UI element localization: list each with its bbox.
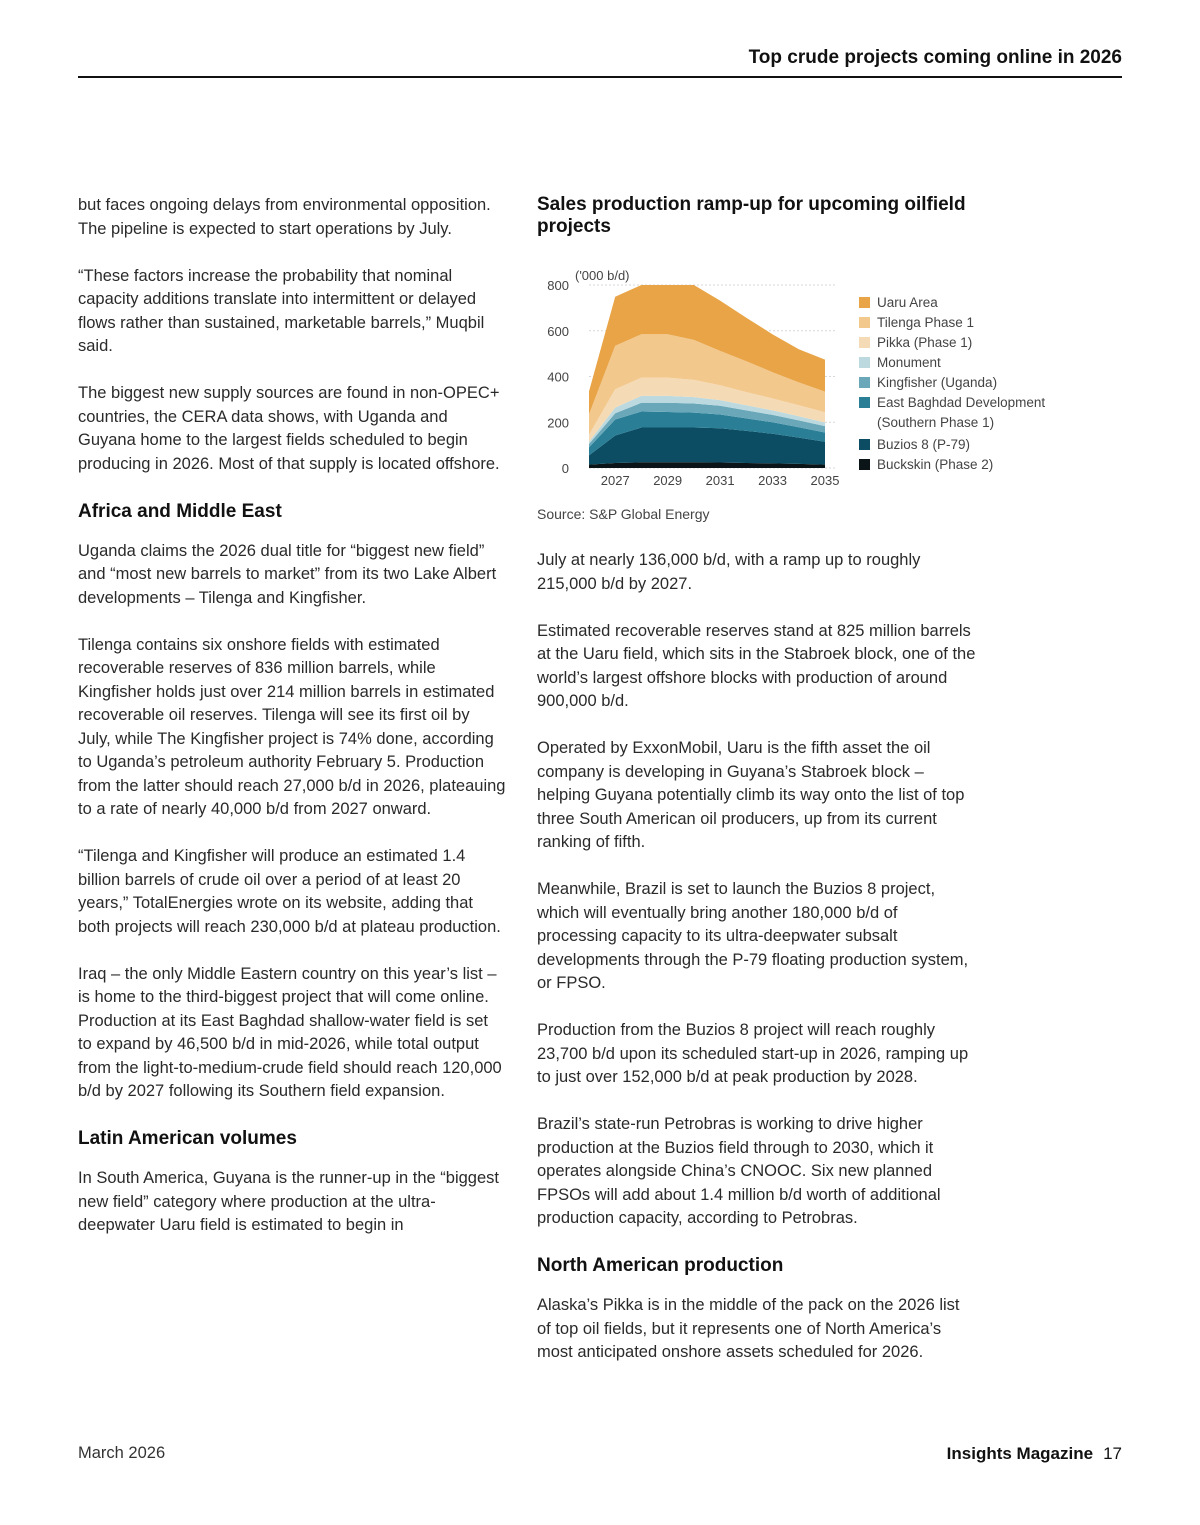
y-tick-label: 400	[547, 369, 569, 385]
y-unit-label: ('000 b/d)	[575, 268, 630, 283]
legend-label: Buzios 8 (P-79)	[877, 437, 971, 452]
y-tick-label: 200	[547, 415, 569, 431]
paragraph: July at nearly 136,000 b/d, with a ramp up to roughly 215,000 b/d by 2027.	[537, 551, 921, 593]
running-header-title: Top crude projects coming online in 2026	[748, 47, 1122, 68]
left-column	[78, 194, 506, 1261]
legend-swatch	[859, 397, 870, 408]
y-tick-label: 0	[561, 461, 569, 476]
paragraph: Production from the Buzios 8 project will reach roughly 23,700 b/d upon its scheduled start-up in 2026, ramping up to just over 152,000 b/d at peak production by 2028.	[537, 1021, 969, 1086]
legend-label: Uaru Area	[877, 295, 938, 310]
paragraph: but faces ongoing delays from environmental opposition. The pipeline is expected to start operations by July.	[78, 196, 491, 238]
legend-label: Monument	[877, 355, 941, 370]
legend-swatch	[859, 297, 870, 308]
paragraph: Operated by ExxonMobil, Uaru is the fifth asset the oil company is developing in Guyana’s Stabroek block – helping Guyana potentially climb its way onto the list of top three South American oil producers, up from its current ranking of fifth.	[537, 739, 965, 851]
chart-svg	[537, 240, 1097, 505]
legend-swatch	[859, 357, 870, 368]
section-heading-latin-america: Latin American volumes	[78, 1128, 297, 1149]
legend-swatch	[859, 439, 870, 450]
section-heading-north-america: North American production	[537, 1255, 784, 1276]
legend-label: Kingfisher (Uganda)	[877, 375, 998, 390]
paragraph: Estimated recoverable reserves stand at 825 million barrels at the Uaru field, which sits in the Stabroek block, one of the world’s largest offshore blocks with production of around 900,000 b/d.	[537, 621, 976, 710]
header-divider	[78, 76, 1122, 78]
legend-label: Pikka (Phase 1)	[877, 335, 973, 350]
x-tick-label: 2035	[810, 473, 840, 488]
paragraph: “These factors increase the probability that nominal capacity additions translate into intermittent or delayed flows rather than sustained, marketable barrels,” Muqbil said.	[78, 266, 485, 355]
footer-publication	[947, 1444, 1122, 1464]
footer-magazine-name: Insights Magazine	[946, 1444, 1094, 1463]
paragraph: Uganda claims the 2026 dual title for “biggest new field” and “most new barrels to market” from its two Lake Albert developments – Tilenga and Kingfisher.	[78, 541, 497, 607]
paragraph: “Tilenga and Kingfisher will produce an estimated 1.4 billion barrels of crude oil over a period of at least 20 years,” TotalEnergies wrote on its website, adding that both projects will reach 230,000 b/d at plateau production.	[78, 847, 501, 936]
y-tick-label: 600	[547, 323, 569, 339]
section-heading-africa-middle-east: Africa and Middle East	[78, 500, 282, 522]
paragraph: Meanwhile, Brazil is set to launch the Buzios 8 project, which will eventually bring another 180,000 b/d of processing capacity to its ultra-deepwater subsalt developments through the P-79 floating production system, or FPSO.	[537, 880, 969, 992]
paragraph: Tilenga contains six onshore fields with estimated recoverable reserves of 836 million barrels, while Kingfisher holds just over 214 million barrels in estimated recoverable oil reserves. Tilenga will see its first oil by July, while The Kingfisher project is 74% done, according to Uganda’s petroleum authority February 5. Production from the latter should reach 27,000 b/d in 2026, plateauing to a rate of nearly 40,000 b/d from 2027 onward.	[78, 635, 506, 818]
paragraph: In South America, Guyana is the runner-up in the “biggest new field” category where production at the ultra-deepwater Uaru field is estimated to begin in	[78, 1169, 499, 1234]
x-tick-label: 2031	[705, 473, 735, 488]
legend-swatch	[859, 377, 870, 388]
right-column	[537, 194, 1046, 1388]
chart-title: Sales production ramp-up for upcoming oilfield projects	[537, 194, 966, 237]
legend-swatch	[859, 459, 870, 470]
legend-label: East Baghdad Development	[877, 395, 1046, 410]
legend-swatch	[859, 337, 870, 348]
paragraph: The biggest new supply sources are found in non-OPEC+ countries, the CERA data shows, with Uganda and Guyana home to the largest fields scheduled to begin producing in 2026. Most of that supply is located offshore.	[78, 384, 500, 473]
y-tick-label: 800	[547, 278, 569, 293]
legend-label: Tilenga Phase 1	[877, 315, 975, 330]
legend-label: Buckskin (Phase 2)	[877, 457, 994, 472]
legend-swatch	[859, 317, 870, 328]
page-number: 17	[1103, 1444, 1122, 1463]
stacked-area-chart	[537, 240, 1097, 505]
paragraph: Iraq – the only Middle Eastern country on this year’s list – is home to the third-biggest project that will come online. Production at its East Baghdad shallow-water field is set to expand by 46,500 b/d in mid-2026, while total output from the light-to-medium-crude field should reach 120,000 b/d by 2027 following its Southern field expansion.	[78, 964, 502, 1100]
x-tick-label: 2029	[653, 473, 683, 488]
paragraph: Alaska’s Pikka is in the middle of the pack on the 2026 list of top oil fields, but it represents one of North America’s most anticipated onshore assets scheduled for 2026.	[537, 1296, 960, 1361]
chart-source: Source: S&P Global Energy	[537, 506, 710, 522]
paragraph: Brazil’s state-run Petrobras is working to drive higher production at the Buzios field through to 2030, which it operates alongside China’s CNOOC. Six new planned FPSOs will add about 1.4 million b/d worth of additional production capacity, according to Petrobras.	[537, 1115, 941, 1227]
x-tick-label: 2027	[600, 473, 630, 488]
x-tick-label: 2033	[758, 473, 788, 488]
legend-label: (Southern Phase 1)	[877, 415, 995, 430]
footer-date: March 2026	[78, 1444, 166, 1462]
